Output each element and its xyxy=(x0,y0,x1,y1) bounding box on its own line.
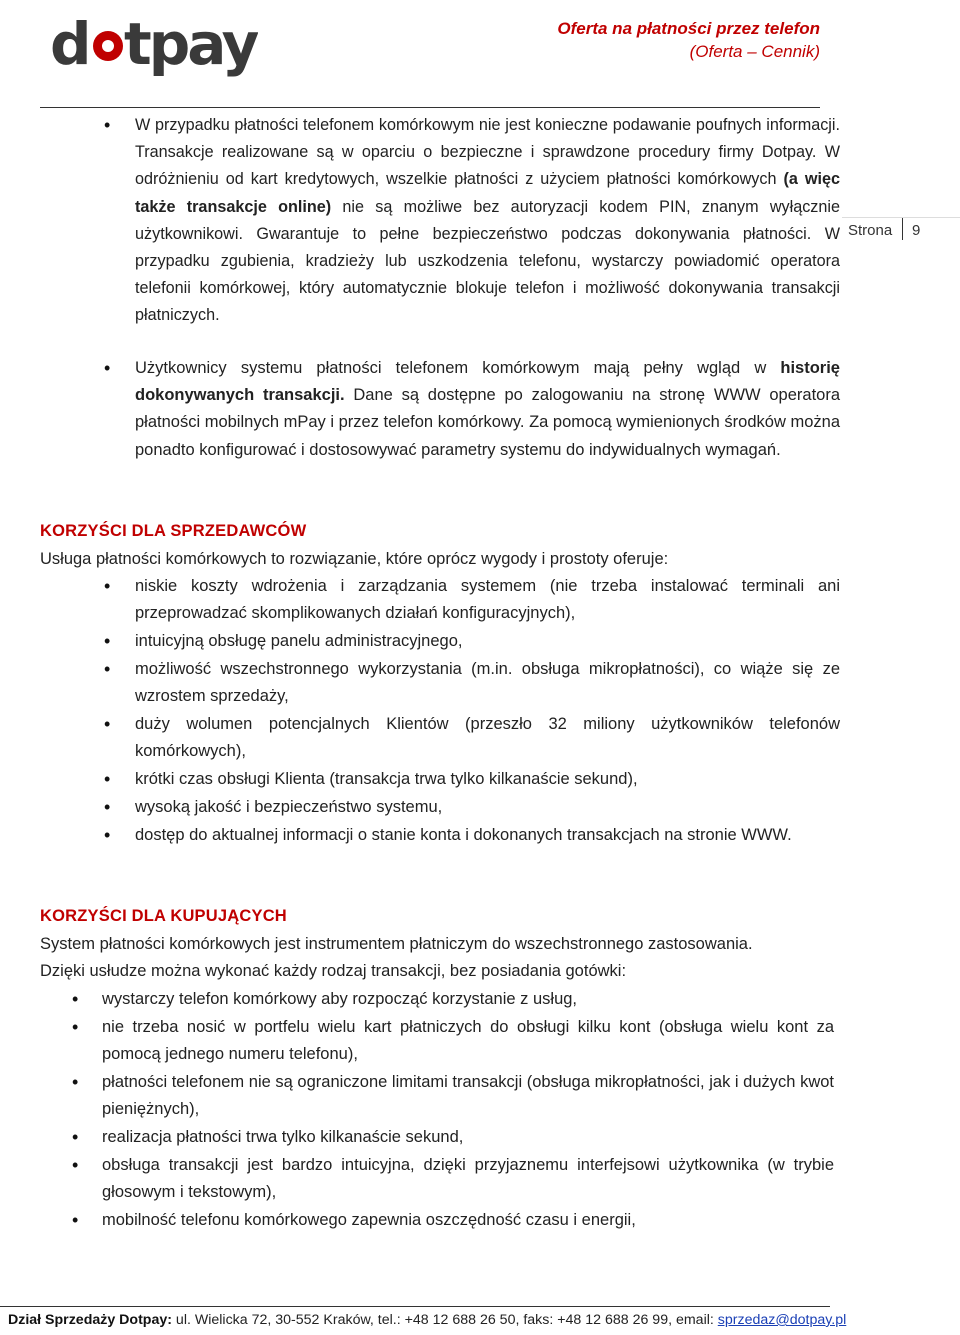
footer-divider xyxy=(0,1306,830,1307)
bullet-dot: • xyxy=(104,797,111,817)
paragraph-text: Dane są dostępne po zalogowaniu na stronę WWW operatora płatności mobilnych mPay i przez telefon komórkowy. Za pomocą wymienionych środków można ponadto konfigurować i dostosowywać parametry systemu do indywidualnych wymagań. xyxy=(135,386,840,459)
bullet-dot: • xyxy=(104,115,111,135)
bullet-dot: • xyxy=(104,825,111,845)
list-item: duży wolumen potencjalnych Klientów (przeszło 32 miliony użytkowników telefonów komórkowych), xyxy=(135,715,840,761)
bullet-dot: • xyxy=(72,1210,79,1230)
list-item: krótki czas obsługi Klienta (transakcja trwa tylko kilkanaście sekund), xyxy=(135,770,638,788)
security-paragraph xyxy=(135,112,840,330)
bullet-dot: • xyxy=(104,576,111,596)
page-label: Strona xyxy=(848,222,893,239)
bullet-dot: • xyxy=(104,714,111,734)
paragraph-bold-text: (a więc także transakcje online) xyxy=(135,170,840,216)
header-divider xyxy=(40,107,820,108)
list-item: realizacja płatności trwa tylko kilkanaście sekund, xyxy=(102,1128,464,1146)
footer-address: ul. Wielicka 72, 30-552 Kraków, tel.: +48 12 688 26 50, faks: +48 12 688 26 99, email: xyxy=(171,1312,718,1328)
bullet-dot: • xyxy=(104,769,111,789)
paragraph-text: Użytkownicy systemu płatności telefonem komórkowym mają pełny wgląd w xyxy=(135,359,781,377)
list-item: płatności telefonem nie są ograniczone limitami transakcji (obsługa mikropłatności, jak i dużych kwot pieniężnych), xyxy=(102,1073,834,1119)
list-item: wysoką jakość i bezpieczeństwo systemu, xyxy=(135,798,443,816)
bullet-dot: • xyxy=(72,1127,79,1147)
svg-text:tpay: tpay xyxy=(124,12,257,78)
svg-text:d: d xyxy=(50,12,89,78)
list-item: mobilność telefonu komórkowego zapewnia oszczędność czasu i energii, xyxy=(102,1211,636,1229)
email-link[interactable]: sprzedaz@dotpay.pl xyxy=(717,1312,847,1328)
footer-label: Dział Sprzedaży Dotpay: xyxy=(8,1312,172,1328)
bullet-dot: • xyxy=(72,1155,79,1175)
list-item: możliwość wszechstronnego wykorzystania (m.in. obsługa mikropłatności), co wiąże się ze wzrostem sprzedaży, xyxy=(135,660,840,706)
page-number: 9 xyxy=(912,222,921,239)
list-item: wystarczy telefon komórkowy aby rozpocząć korzystanie z usług, xyxy=(102,990,578,1008)
paragraph-bold-text: historię dokonywanych transakcji. xyxy=(135,359,840,405)
history-paragraph xyxy=(135,355,840,464)
bullet-dot: • xyxy=(72,989,79,1009)
list-item: niskie koszty wdrożenia i zarządzania systemem (nie trzeba instalować terminali ani przeprowadzać skomplikowanych działań konfiguracyjnych), xyxy=(135,577,840,623)
bullet-dot: • xyxy=(104,631,111,651)
page-marker-divider xyxy=(902,218,903,240)
list-item: obsługa transakcji jest bardzo intuicyjna, dzięki przyjaznemu interfejsowi użytkownika (w trybie głosowym i tekstowym), xyxy=(102,1156,834,1202)
buyers-heading: KORZYŚCI DLA KUPUJĄCYCH xyxy=(40,907,287,925)
bullet-dot: • xyxy=(104,659,111,679)
page-marker-line xyxy=(842,217,960,218)
buyers-intro-1: System płatności komórkowych jest instrumentem płatniczym do wszechstronnego zastosowania. xyxy=(40,935,753,953)
document-title: Oferta na płatności przez telefon xyxy=(557,19,820,38)
bullet-dot: • xyxy=(104,358,111,378)
paragraph-text: W przypadku płatności telefonem komórkowym nie jest konieczne podawanie poufnych informacji. Transakcje realizowane są w oparciu o bezpieczne i sprawdzone procedury firmy Dotpay. W odróżnieniu od kart kredytowych, wszelkie płatności z użyciem płatności komórkowych xyxy=(135,116,840,189)
paragraph-text: nie są możliwe bez autoryzacji kodem PIN, znanym wyłącznie użytkownikowi. Gwarantuje to pełne bezpieczeństwo podczas dokonywania płatności. W przypadku zgubienia, kradzieży lub uszkodzenia telefonu, wystarczy powiadomić operatora telefonii komórkowej, który automatycznie blokuje telefon i możliwość dokonywania transakcji płatniczych. xyxy=(135,197,840,325)
bullet-dot: • xyxy=(72,1072,79,1092)
buyers-intro-2: Dzięki usłudze można wykonać każdy rodzaj transakcji, bez posiadania gotówki: xyxy=(40,962,627,980)
bullet-dot: • xyxy=(72,1017,79,1037)
list-item: intuicyjną obsługę panelu administracyjnego, xyxy=(135,632,463,650)
footer-contact xyxy=(8,1312,846,1328)
document-subtitle: (Oferta – Cennik) xyxy=(689,42,820,61)
dotpay-logo xyxy=(48,12,258,78)
list-item: dostęp do aktualnej informacji o stanie konta i dokonanych transakcjach na stronie WWW. xyxy=(135,826,792,844)
sellers-heading: KORZYŚCI DLA SPRZEDAWCÓW xyxy=(40,522,307,540)
sellers-intro: Usługa płatności komórkowych to rozwiązanie, które oprócz wygody i prostoty oferuje: xyxy=(40,550,669,568)
list-item: nie trzeba nosić w portfelu wielu kart płatniczych do obsługi kilku kont (obsługa wielu kont za pomocą jednego numeru telefonu), xyxy=(102,1018,834,1064)
